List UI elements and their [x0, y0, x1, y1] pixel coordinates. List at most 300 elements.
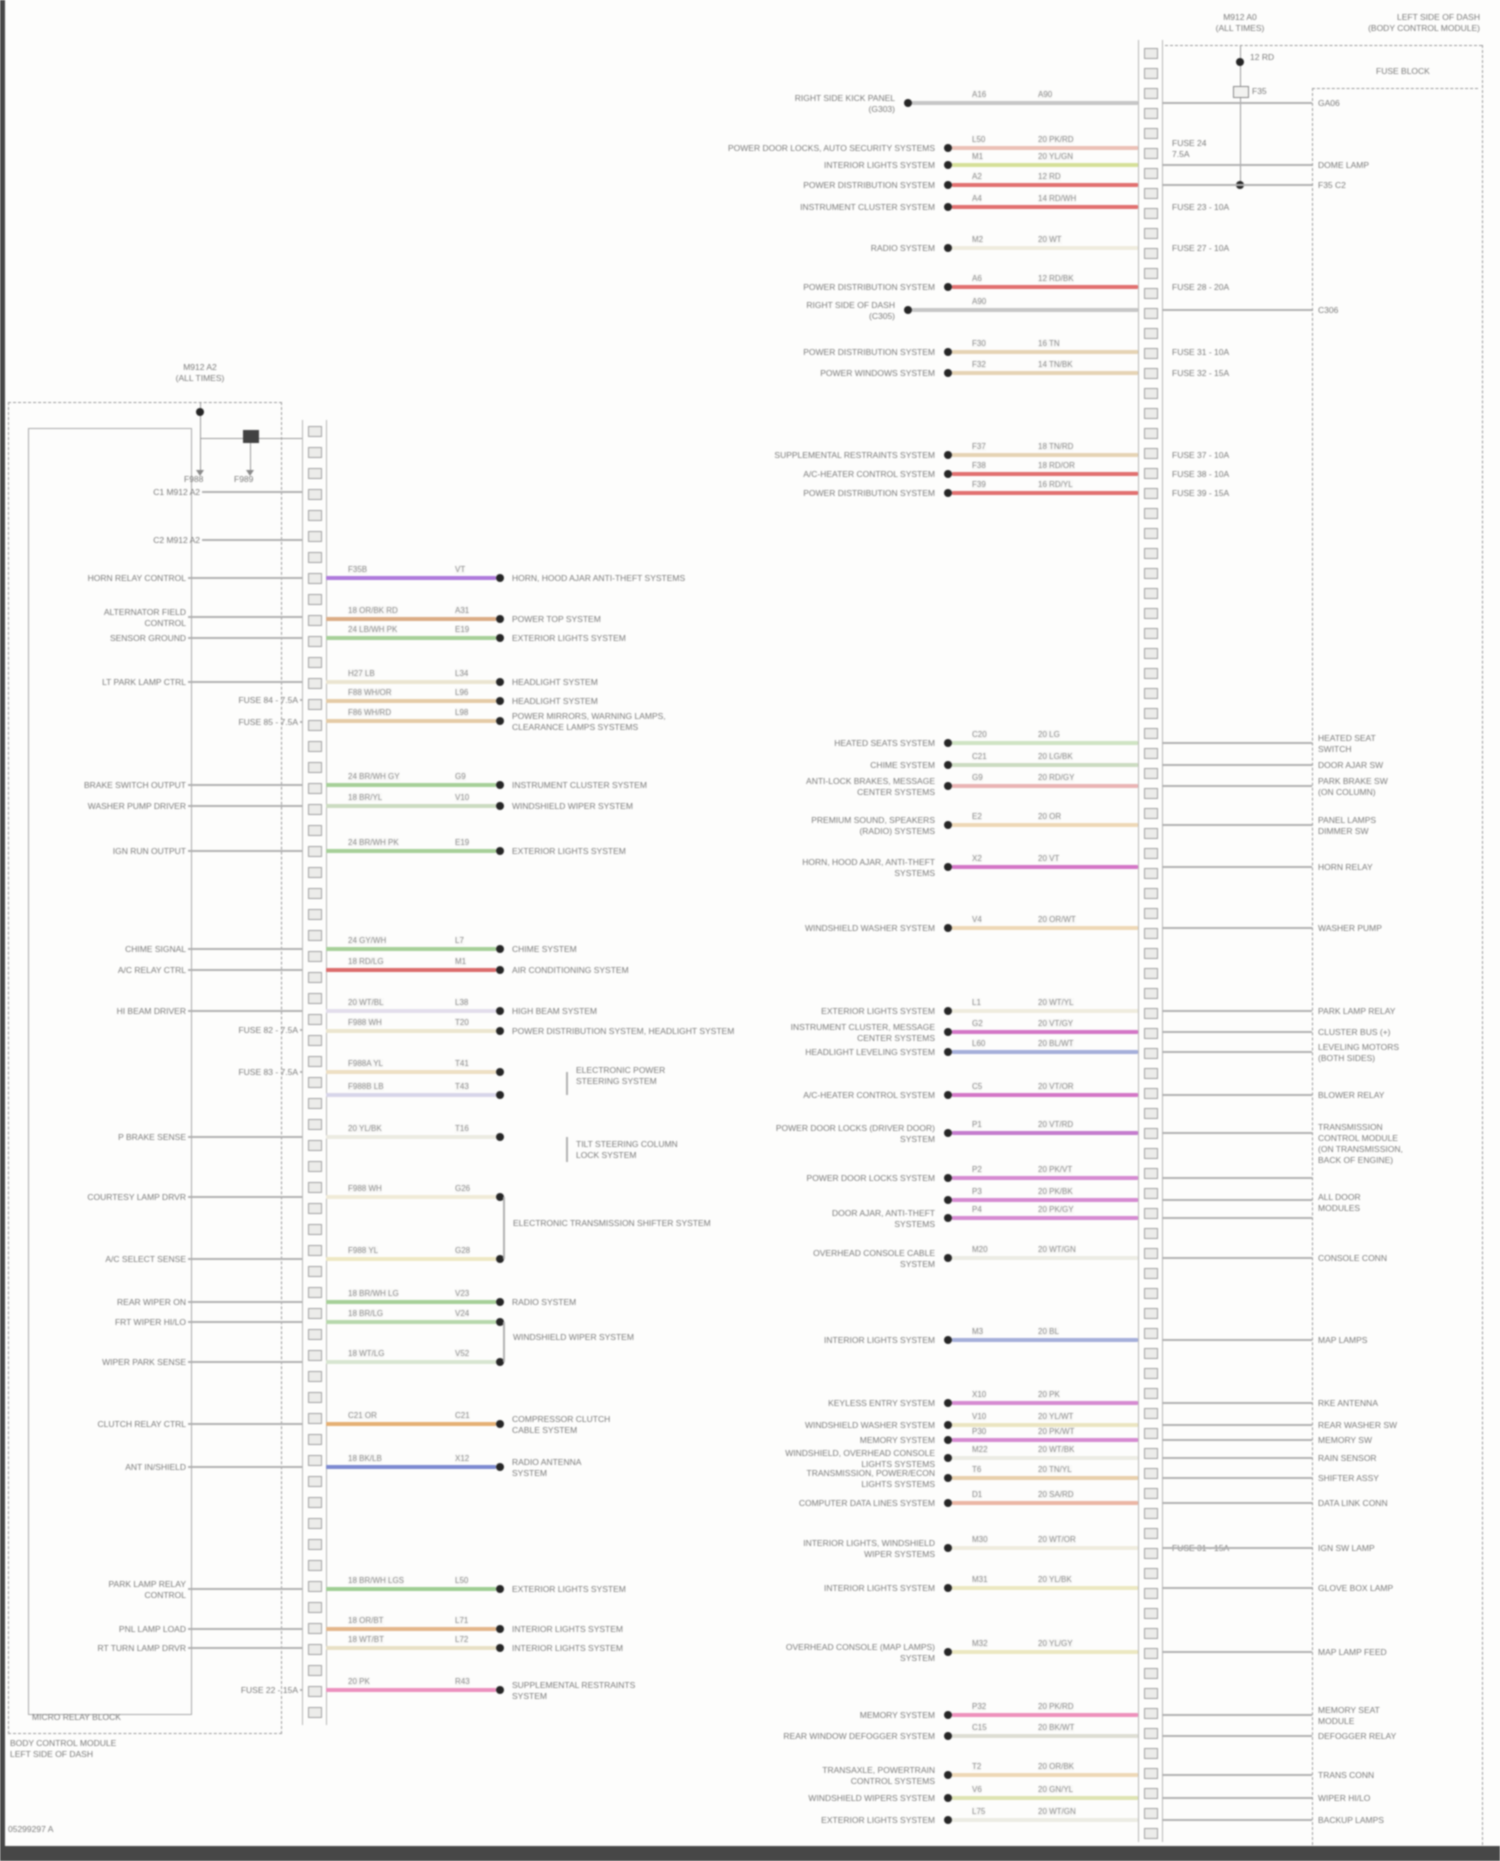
system-label: MEMORY SYSTEM — [859, 1710, 935, 1720]
connector-pin — [308, 1413, 322, 1424]
system-label: CHIME SYSTEM — [512, 944, 577, 954]
connector-pin — [308, 1140, 322, 1151]
wire-terminal-dot — [944, 1771, 952, 1779]
system-label: A/C-HEATER CONTROL SYSTEM — [803, 1090, 935, 1100]
stub-label: HORN RELAY CONTROL — [87, 573, 186, 583]
connector-pin — [308, 1014, 322, 1025]
destination-label: IGN SW LAMP — [1318, 1543, 1375, 1553]
connector-pin — [308, 1056, 322, 1067]
system-label: SUPPLEMENTAL RESTRAINTS SYSTEM — [512, 1680, 636, 1702]
connector-pin — [308, 741, 322, 752]
stub-label: P BRAKE SENSE — [118, 1132, 186, 1142]
wire-code: L50 — [455, 1576, 469, 1585]
circuit-wire — [326, 1009, 496, 1013]
destination-label: TRANSMISSION CONTROL MODULE (ON TRANSMISSION, BACK OF ENGINE) — [1318, 1122, 1403, 1166]
stub-label: ANT IN/SHIELD — [125, 1462, 186, 1472]
wire-code: 20 YL/BK — [1038, 1575, 1072, 1584]
wire-code: F988 WH — [348, 1018, 382, 1027]
circuit-wire — [952, 491, 1138, 495]
continuation-wire — [1162, 1402, 1312, 1404]
wire-code: L60 — [972, 1039, 986, 1048]
connector-pin — [1144, 188, 1158, 199]
wire-terminal-dot — [944, 1584, 952, 1592]
system-label: HEADLIGHT SYSTEM — [512, 677, 598, 687]
wire-code: P1 — [972, 1120, 982, 1129]
system-label: INSTRUMENT CLUSTER SYSTEM — [800, 202, 935, 212]
connector-pin — [1144, 1748, 1158, 1759]
destination-label: MEMORY SEAT MODULE — [1318, 1705, 1380, 1727]
fuse-label — [1172, 1543, 1229, 1554]
wire-code: 20 WT/BL — [348, 998, 384, 1007]
connector-pin — [1144, 1208, 1158, 1219]
wire-terminal-dot — [944, 1732, 952, 1740]
wire-code: L98 — [455, 708, 469, 717]
wire-code: M1 — [455, 957, 467, 966]
stub-wire — [188, 1136, 302, 1138]
connector-pin — [1144, 1008, 1158, 1019]
destination-label: DEFOGGER RELAY — [1318, 1731, 1397, 1741]
connector-pin — [308, 1560, 322, 1571]
connector-pin — [1144, 408, 1158, 419]
connector-pin — [1144, 1428, 1158, 1439]
wire-code: 18 BR/WH LGS — [348, 1576, 405, 1585]
connector-pin — [1144, 268, 1158, 279]
stub-wire — [188, 1301, 302, 1303]
circuit-wire — [326, 1300, 496, 1304]
stub-wire — [300, 1071, 302, 1073]
circuit-wire — [952, 1713, 1138, 1717]
connector-pin — [1144, 208, 1158, 219]
connector-pin — [1144, 608, 1158, 619]
wire-code: 20 PK/WT — [1038, 1427, 1075, 1436]
connector-pin — [308, 594, 322, 605]
connector-pin — [308, 825, 322, 836]
circuit-wire — [952, 1546, 1138, 1550]
connector-pin — [1144, 1388, 1158, 1399]
circuit-wire — [326, 947, 496, 951]
connector-pin — [1144, 48, 1158, 59]
wire-code: F35B — [348, 565, 368, 574]
system-label: RADIO SYSTEM — [512, 1297, 577, 1307]
wire-code: 20 SA/RD — [1038, 1490, 1074, 1499]
fuse-block-right-torn-edge — [1482, 45, 1483, 1845]
stub-wire — [188, 805, 302, 807]
connector-pin — [1144, 1248, 1158, 1259]
circuit-wire — [952, 1216, 1138, 1220]
wire-terminal-dot — [496, 1644, 504, 1652]
system-label: INTERIOR LIGHTS, WINDSHIELD WIPER SYSTEMS — [803, 1538, 935, 1560]
stub-wire — [188, 577, 302, 579]
system-label: WINDSHIELD WASHER SYSTEM — [804, 923, 935, 933]
stub-wire — [188, 1196, 302, 1198]
continuation-wire — [1162, 1587, 1312, 1589]
connector-pin — [1144, 568, 1158, 579]
wire-terminal-dot — [944, 1454, 952, 1462]
connector-pin — [308, 846, 322, 857]
circuit-wire — [326, 1465, 496, 1469]
stub-wire — [188, 1423, 302, 1425]
destination-label: PARK LAMP RELAY — [1318, 1006, 1396, 1016]
wire-code: M3 — [972, 1327, 984, 1336]
connector-pin — [1144, 1568, 1158, 1579]
stub-wire — [188, 969, 302, 971]
connector-pin — [308, 489, 322, 500]
connector-pin — [308, 972, 322, 983]
stub-label: FUSE 22 - 15A — [240, 1685, 298, 1695]
wire-code: A16 — [972, 90, 987, 99]
wire-code: 20 BL — [1038, 1327, 1059, 1336]
wire-code: 20 TN/YL — [1038, 1465, 1072, 1474]
connector-pin — [1144, 1808, 1158, 1819]
stub-wire — [188, 1466, 302, 1468]
continuation-wire — [1162, 184, 1312, 186]
connector-pin — [308, 1035, 322, 1046]
wire-terminal-dot — [944, 203, 952, 211]
connector-pin — [308, 468, 322, 479]
system-label: PREMIUM SOUND, SPEAKERS (RADIO) SYSTEMS — [811, 815, 935, 837]
wire-code: 20 VT/OR — [1038, 1082, 1074, 1091]
destination-label: REAR WASHER SW — [1318, 1420, 1398, 1430]
wire-code: C21 — [455, 1411, 470, 1420]
destination-label: MEMORY SW — [1318, 1435, 1372, 1445]
system-label: A/C-HEATER CONTROL SYSTEM — [803, 469, 935, 479]
wire-terminal-dot — [496, 697, 504, 705]
wire-code: 20 YL/WT — [1038, 1412, 1074, 1421]
wire-code: F37 — [972, 442, 986, 451]
fuse-wire-label: F989 — [234, 474, 254, 484]
fuse-label: FUSE 31 - 10A — [1172, 347, 1230, 357]
system-label: INSTRUMENT CLUSTER SYSTEM — [512, 780, 647, 790]
system-label: HORN, HOOD AJAR, ANTI-THEFT SYSTEMS — [802, 857, 935, 879]
circuit-wire — [326, 1257, 496, 1261]
wire-code: F988B LB — [348, 1082, 384, 1091]
system-label: REAR WINDOW DEFOGGER SYSTEM — [783, 1731, 935, 1741]
wire-code: X2 — [972, 854, 982, 863]
circuit-wire — [952, 146, 1138, 150]
wire-terminal-dot — [944, 1196, 952, 1204]
connector-pin — [308, 1161, 322, 1172]
circuit-wire — [326, 1422, 496, 1426]
stub-label: FUSE 83 - 7.5A — [238, 1067, 298, 1077]
connector-pin — [1144, 1608, 1158, 1619]
wire-code: T6 — [972, 1465, 982, 1474]
splice-block — [243, 430, 259, 443]
system-label: TRANSMISSION, POWER/ECON LIGHTS SYSTEMS — [806, 1468, 935, 1490]
connector-pin — [308, 615, 322, 626]
circuit-wire — [326, 1688, 496, 1692]
fuse-symbol — [1233, 86, 1249, 98]
stub-wire — [300, 721, 302, 723]
connector-pin — [308, 888, 322, 899]
circuit-wire — [912, 308, 1138, 312]
connector-pin — [308, 804, 322, 815]
connector-pin — [1144, 248, 1158, 259]
wire-code: P32 — [972, 1702, 987, 1711]
connector-pin — [1144, 1648, 1158, 1659]
wire-terminal-dot — [944, 161, 952, 169]
wire-code: P2 — [972, 1165, 982, 1174]
circuit-wire — [326, 804, 496, 808]
connector-pin — [1144, 88, 1158, 99]
wire-terminal-dot — [496, 1007, 504, 1015]
wire-code: 18 BR/LG — [348, 1309, 384, 1318]
wire-code: 18 RD/LG — [348, 957, 384, 966]
wire-terminal-dot — [944, 1336, 952, 1344]
connector-pin — [1144, 1628, 1158, 1639]
destination-label: GA06 — [1318, 98, 1340, 108]
continuation-wire — [1162, 1714, 1312, 1716]
system-label: RADIO ANTENNA SYSTEM — [512, 1457, 582, 1479]
continuation-wire — [1162, 1051, 1312, 1053]
system-label: EXTERIOR LIGHTS SYSTEM — [821, 1006, 935, 1016]
system-label: INTERIOR LIGHTS SYSTEM — [512, 1643, 623, 1653]
circuit-wire — [326, 1093, 496, 1097]
fuse-block-inner-border — [1312, 88, 1313, 1845]
fuse-label: FUSE 39 - 15A — [1172, 488, 1230, 498]
wire-terminal-dot — [496, 1463, 504, 1471]
circuit-wire — [326, 719, 496, 723]
connector-pin — [308, 1686, 322, 1697]
connector-pin — [1144, 168, 1158, 179]
stub-wire — [188, 1588, 302, 1590]
wire-code: V4 — [972, 915, 982, 924]
right-location-label: LEFT SIDE OF DASH (BODY CONTROL MODULE) — [1368, 12, 1480, 34]
wire-code: V6 — [972, 1785, 982, 1794]
wire-terminal-dot — [496, 802, 504, 810]
wire-terminal-dot — [944, 761, 952, 769]
wire-code: M31 — [972, 1575, 988, 1584]
circuit-wire — [952, 1773, 1138, 1777]
wire-terminal-dot — [496, 945, 504, 953]
fuse-wire-label: F988 — [184, 474, 204, 484]
wire-code: E19 — [455, 838, 470, 847]
destination-label: HEATED SEAT SWITCH — [1318, 733, 1376, 755]
connector-pin — [308, 1665, 322, 1676]
circuit-wire — [952, 453, 1138, 457]
continuation-wire — [1162, 927, 1312, 929]
wire-code: G26 — [455, 1184, 471, 1193]
connector-pin — [308, 1392, 322, 1403]
wire-code: C20 — [972, 730, 987, 739]
wire-terminal-dot — [944, 181, 952, 189]
continuation-wire — [1162, 1424, 1312, 1426]
connector-pin — [1144, 968, 1158, 979]
circuit-wire — [952, 1650, 1138, 1654]
wire-terminal-dot — [944, 1711, 952, 1719]
circuit-wire — [326, 968, 496, 972]
continuation-wire — [1162, 1339, 1312, 1341]
circuit-wire — [952, 1796, 1138, 1800]
stub-label: C1 M912 A2 — [153, 487, 200, 497]
connector-pin — [308, 1371, 322, 1382]
wire-terminal-dot — [944, 924, 952, 932]
wire-code: F988 YL — [348, 1246, 379, 1255]
connector-pin — [1144, 1068, 1158, 1079]
destination-label: F35 C2 — [1318, 180, 1346, 190]
system-label: DOOR AJAR, ANTI-THEFT SYSTEMS — [832, 1208, 935, 1230]
connector-pin — [308, 1098, 322, 1109]
system-label: HORN, HOOD AJAR ANTI-THEFT SYSTEMS — [512, 573, 686, 583]
wire-code: 24 LB/WH PK — [348, 625, 398, 634]
circuit-wire — [952, 1338, 1138, 1342]
continuation-wire — [1162, 1010, 1312, 1012]
wire-code: A31 — [455, 606, 470, 615]
circuit-wire — [952, 1176, 1138, 1180]
junction-dot — [1236, 58, 1244, 66]
system-label: EXTERIOR LIGHTS SYSTEM — [821, 1815, 935, 1825]
wire-code: L7 — [455, 936, 464, 945]
circuit-wire — [952, 1050, 1138, 1054]
wire-code: 20 WT/GN — [1038, 1245, 1076, 1254]
wire-code: 20 PK/RD — [1038, 1702, 1074, 1711]
stub-label: SENSOR GROUND — [109, 633, 186, 643]
circuit-wire — [326, 1070, 496, 1074]
connector-pin — [1144, 1048, 1158, 1059]
continuation-wire — [1162, 309, 1312, 311]
wire-code: 20 WT/OR — [1038, 1535, 1076, 1544]
connector-pin — [1144, 388, 1158, 399]
continuation-wire — [1162, 1457, 1312, 1459]
wire-code: 18 WT/BT — [348, 1635, 385, 1644]
wire-terminal-dot — [944, 1474, 952, 1482]
stub-label: FUSE 84 - 7.5A — [238, 695, 298, 705]
wire-code: M2 — [972, 235, 984, 244]
wire-terminal-dot — [944, 1399, 952, 1407]
left-feed-line — [200, 438, 201, 470]
connector-pin — [308, 531, 322, 542]
connector-pin — [1144, 768, 1158, 779]
wire-code: 20 WT/YL — [1038, 998, 1074, 1007]
wire-code: T41 — [455, 1059, 469, 1068]
continuation-wire — [1162, 1439, 1312, 1441]
wire-terminal-dot — [944, 821, 952, 829]
system-label: POWER MIRRORS, WARNING LAMPS, CLEARANCE LAMPS SYSTEMS — [512, 711, 666, 733]
wire-code: 20 VT — [1038, 854, 1060, 863]
wire-code: X10 — [972, 1390, 987, 1399]
bracket-line — [503, 1197, 505, 1259]
connector-pin — [1144, 68, 1158, 79]
wire-terminal-dot — [496, 1420, 504, 1428]
wire-code: 20 PK — [1038, 1390, 1060, 1399]
wire-code: 20 VT/RD — [1038, 1120, 1074, 1129]
wire-code: 18 BR/YL — [348, 793, 383, 802]
system-label: AIR CONDITIONING SYSTEM — [512, 965, 629, 975]
wire-code: 20 LG — [1038, 730, 1060, 739]
connector-pin — [308, 1707, 322, 1718]
wire-code: 18 OR/BK RD — [348, 606, 398, 615]
wire-code: 20 OR/BK — [1038, 1762, 1075, 1771]
stub-label: BRAKE SWITCH OUTPUT — [83, 780, 186, 790]
wire-terminal-dot — [944, 1048, 952, 1056]
circuit-wire — [952, 763, 1138, 767]
stub-label: A/C RELAY CTRL — [117, 965, 186, 975]
continuation-wire — [1162, 824, 1312, 826]
continuation-wire — [1162, 1031, 1312, 1033]
connector-pin — [308, 993, 322, 1004]
continuation-wire — [1162, 764, 1312, 766]
system-label: WINDSHIELD WIPERS SYSTEM — [808, 1793, 935, 1803]
system-label: POWER DOOR LOCKS SYSTEM — [806, 1173, 935, 1183]
circuit-wire — [952, 926, 1138, 930]
continuation-wire — [1162, 1797, 1312, 1799]
destination-label: WIPER HI/LO — [1318, 1793, 1371, 1803]
circuit-wire — [952, 1401, 1138, 1405]
circuit-wire — [326, 1360, 496, 1364]
destination-label: DATA LINK CONN — [1318, 1498, 1388, 1508]
wire-code: C5 — [972, 1082, 983, 1091]
wire-terminal-dot — [944, 244, 952, 252]
connector-pin — [1144, 788, 1158, 799]
connector-pin — [1144, 728, 1158, 739]
circuit-wire — [952, 741, 1138, 745]
fuse-label: FUSE 38 - 10A — [1172, 469, 1230, 479]
connector-pin — [308, 867, 322, 878]
circuit-wire — [326, 783, 496, 787]
wire-code: V52 — [455, 1349, 470, 1358]
stub-wire — [300, 1029, 302, 1031]
destination-label: DOOR AJAR SW — [1318, 760, 1384, 770]
connector-pin — [308, 1182, 322, 1193]
wire-code: F88 WH/OR — [348, 688, 392, 697]
circuit-wire — [952, 1030, 1138, 1034]
connector-pin — [308, 1518, 322, 1529]
wire-code: A6 — [972, 274, 982, 283]
wire-code: 20 BK/WT — [1038, 1723, 1075, 1732]
system-label: HEADLIGHT SYSTEM — [512, 696, 598, 706]
connector-pin — [308, 1434, 322, 1445]
wire-terminal-dot — [496, 966, 504, 974]
stub-wire — [300, 1689, 302, 1691]
connector-pin — [308, 1539, 322, 1550]
wire-code: X12 — [455, 1454, 470, 1463]
system-label: HEADLIGHT LEVELING SYSTEM — [805, 1047, 935, 1057]
destination-label: MAP LAMP FEED — [1318, 1647, 1387, 1657]
stub-label: PNL LAMP LOAD — [118, 1624, 186, 1634]
stub-label: REAR WIPER ON — [117, 1297, 186, 1307]
continuation-wire — [1162, 1502, 1312, 1504]
wire-code: L75 — [972, 1807, 986, 1816]
circuit-wire — [952, 784, 1138, 788]
continuation-wire — [1162, 1477, 1312, 1479]
stub-label: WASHER PUMP DRIVER — [87, 801, 186, 811]
circuit-wire — [952, 1438, 1138, 1442]
fuse-label: FUSE 24 7.5A — [1172, 138, 1207, 160]
connector-pin — [308, 1476, 322, 1487]
circuit-wire — [952, 1734, 1138, 1738]
connector-pin — [308, 1308, 322, 1319]
stub-label: HI BEAM DRIVER — [116, 1006, 186, 1016]
system-label: POWER DISTRIBUTION SYSTEM — [803, 488, 935, 498]
wire-terminal-dot — [944, 1214, 952, 1222]
wire-code: C21 — [972, 752, 987, 761]
stub-label: WIPER PARK SENSE — [102, 1357, 186, 1367]
circuit-wire — [952, 823, 1138, 827]
destination-label: TRANS CONN — [1318, 1770, 1375, 1780]
connector-pin — [308, 1455, 322, 1466]
wire-terminal-dot — [496, 1298, 504, 1306]
wire-code: V10 — [455, 793, 470, 802]
connector-pin — [308, 1350, 322, 1361]
wire-code: T2 — [972, 1762, 982, 1771]
wire-code: 20 PK — [348, 1677, 370, 1686]
continuation-wire — [1162, 1651, 1312, 1653]
connector-pin — [1144, 1028, 1158, 1039]
continuation-wire — [1162, 164, 1312, 166]
wire-terminal-dot — [944, 1254, 952, 1262]
connector-pin — [308, 1266, 322, 1277]
connector-pin — [1144, 1328, 1158, 1339]
fuse-block-top-edge — [1165, 45, 1482, 46]
